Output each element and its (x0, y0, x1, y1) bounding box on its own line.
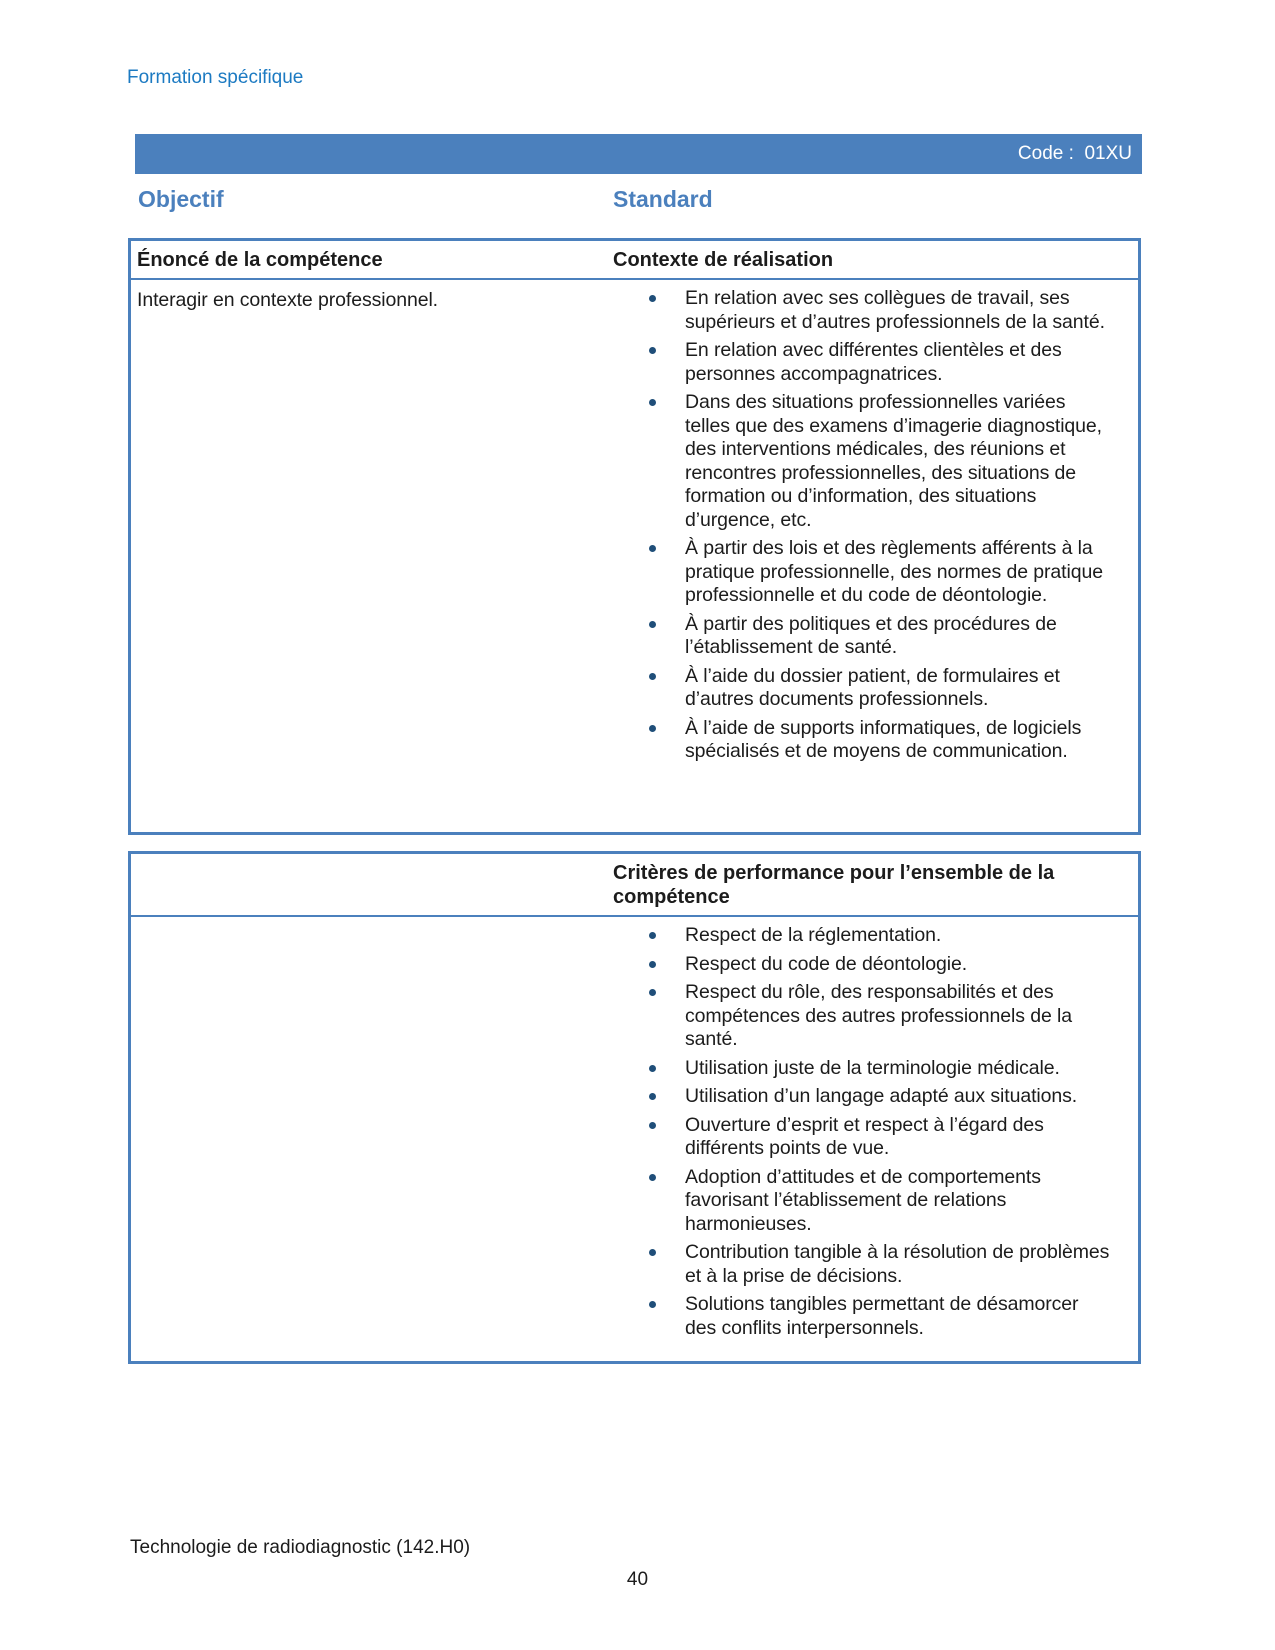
table2-right-header (610, 854, 1138, 915)
bullet-item: En relation avec différentes clientèles et des personnes accompagnatrices. (685, 339, 1110, 386)
bullet-item: À l’aide du dossier patient, de formulaires et d’autres documents professionnels. (685, 665, 1110, 712)
page-number: 40 (626, 1569, 649, 1590)
table1-left-header: Énoncé de la compétence (137, 249, 383, 271)
bullet-item: Utilisation juste de la terminologie médicale. (685, 1057, 1110, 1081)
bullet-item: Adoption d’attitudes et de comportements favorisant l’établissement de relations harmonieuses. (685, 1166, 1110, 1237)
bullet-item: Respect de la réglementation. (685, 924, 1110, 948)
bullet-item: À partir des lois et des règlements afférents à la pratique professionnelle, des normes de pratique professionnelle et du code de déontologie. (685, 537, 1110, 608)
table1-header-row (131, 241, 1138, 280)
code-bar (135, 134, 1142, 174)
bullet-item: Ouverture d’esprit et respect à l’égard des différents points de vue. (685, 1114, 1110, 1161)
footer-program-title: Technologie de radiodiagnostic (142.H0) (130, 1537, 471, 1558)
table1-right-header: Contexte de réalisation (613, 249, 834, 271)
code-label: Code : 01XU (1017, 143, 1132, 164)
criteria-bullet-list (610, 917, 1138, 1351)
bullet-item: Dans des situations professionnelles variées telles que des examens d’imagerie diagnostique, des interventions médicales, des réunions et rencontres professionnelles, des situations de formation ou d’information, des situations d’urgence, etc. (685, 391, 1110, 532)
bullet-item: À partir des politiques et des procédures de l’établissement de santé. (685, 613, 1110, 660)
bullet-item: Contribution tangible à la résolution de problèmes et à la prise de décisions. (685, 1241, 1110, 1287)
context-bullet-list (610, 280, 1138, 775)
competence-context-table (128, 238, 1141, 835)
context-cell (610, 280, 1138, 775)
table2-body-row (131, 917, 1138, 1351)
bullet-item: Utilisation d’un langage adapté aux situations. (685, 1085, 1110, 1109)
bullet-item: À l’aide de supports informatiques, de logiciels spécialisés et de moyens de communication. (685, 717, 1110, 764)
performance-criteria-table (128, 851, 1141, 1364)
table2-header-row (131, 854, 1138, 917)
criteria-cell (610, 917, 1138, 1351)
table2-left-body-empty (131, 917, 610, 1351)
table2-left-header-empty (131, 854, 610, 915)
table1-body-row (131, 280, 1138, 775)
bullet-item: Solutions tangibles permettant de désamorcer des conflits interpersonnels. (685, 1293, 1110, 1340)
bullet-item: Respect du code de déontologie. (685, 953, 1110, 977)
competence-statement: Interagir en contexte professionnel. (137, 289, 439, 311)
running-head: Formation spécifique (127, 67, 304, 88)
standard-heading: Standard (613, 186, 713, 212)
bullet-item: Respect du rôle, des responsabilités et des compétences des autres professionnels de la santé. (685, 981, 1110, 1052)
bullet-item: En relation avec ses collègues de travail, ses supérieurs et d’autres professionnels de la santé. (685, 287, 1110, 334)
objectif-heading: Objectif (138, 186, 224, 212)
criteria-header-text: Critères de performance pour l’ensemble de la compétence (613, 862, 1055, 908)
